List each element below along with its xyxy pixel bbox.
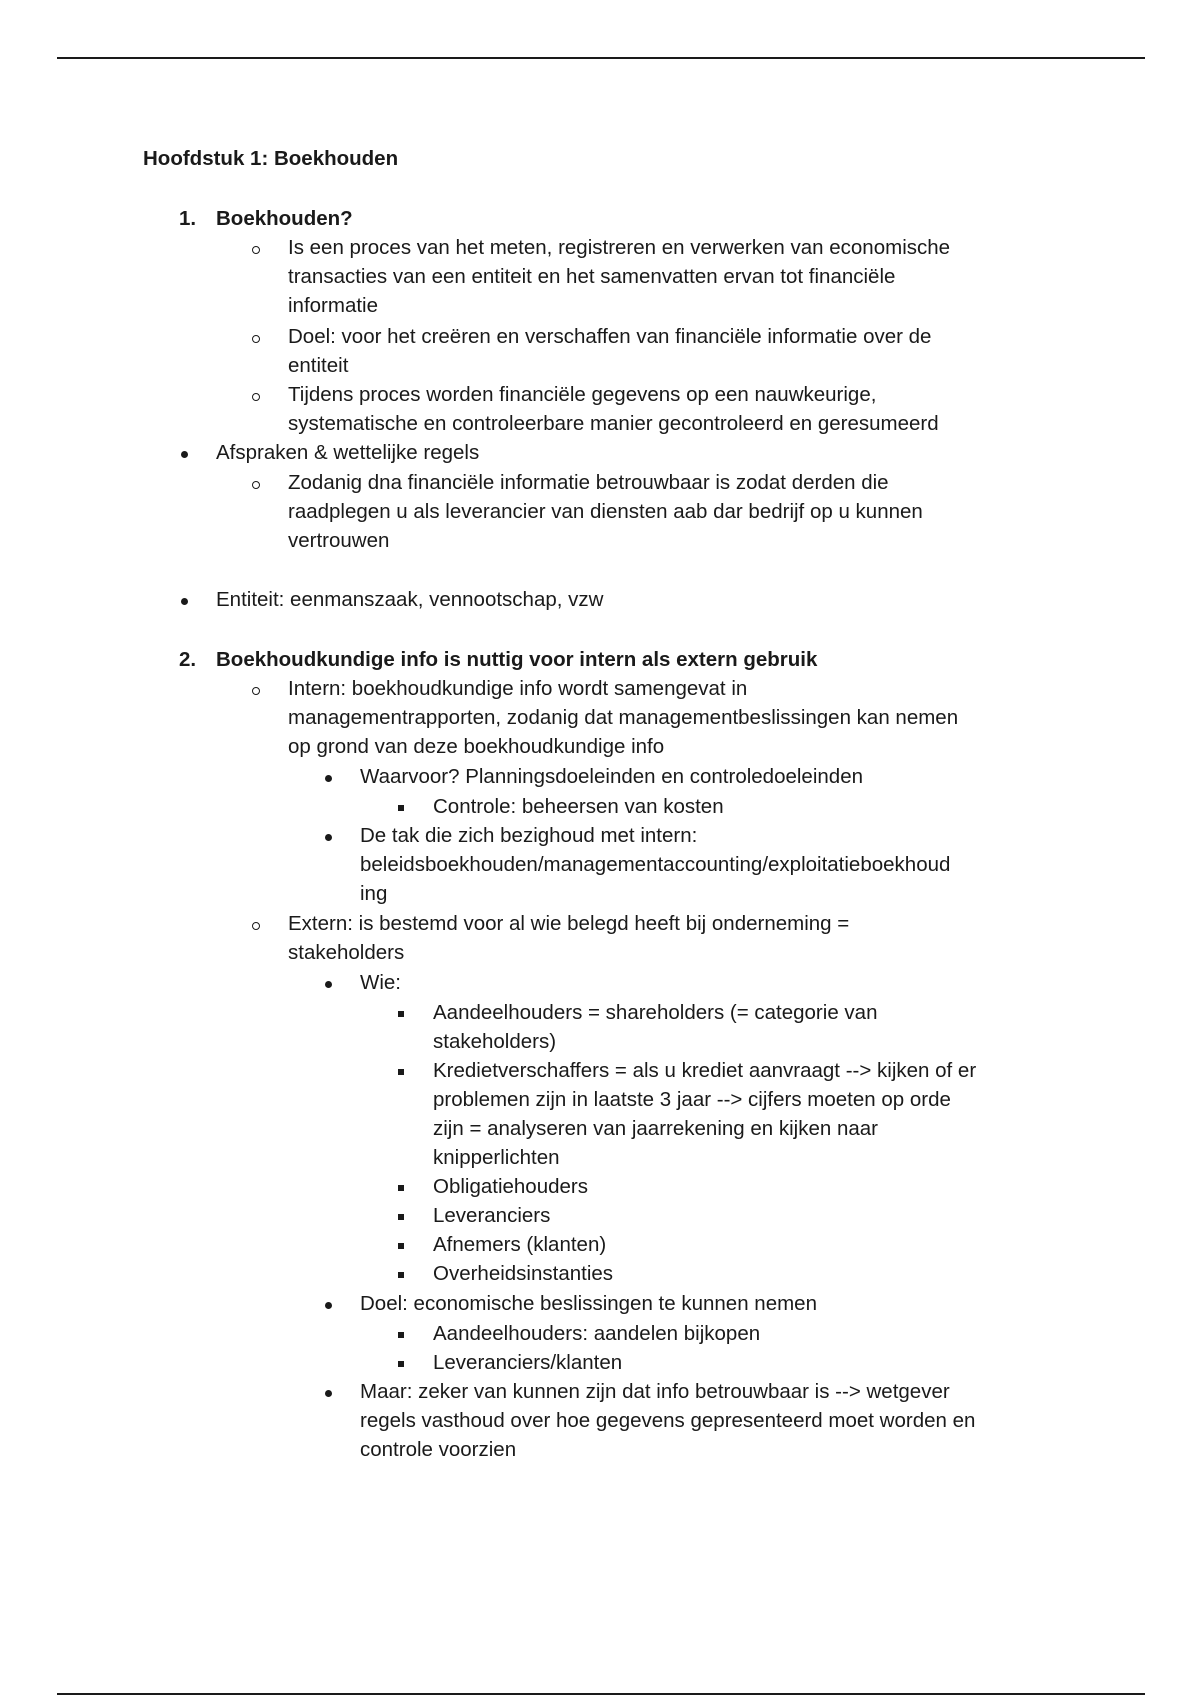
square-bullet-icon <box>398 1361 404 1367</box>
text-line: Leveranciers <box>433 1204 551 1227</box>
circle-bullet-icon <box>252 922 260 930</box>
text-line: Aandeelhouders: aandelen bijkopen <box>433 1322 761 1345</box>
text-line: Waarvoor? Planningsdoeleinden en controledoeleinden <box>360 765 863 788</box>
text-line: knipperlichten <box>433 1146 560 1169</box>
section-2-number: 2. <box>179 648 197 671</box>
text-line: De tak die zich bezighoud met intern: <box>360 824 698 847</box>
text-line: vertrouwen <box>288 529 390 552</box>
square-bullet-icon <box>398 1011 404 1017</box>
text-line: controle voorzien <box>360 1438 517 1461</box>
text-line: stakeholders) <box>433 1030 557 1053</box>
square-bullet-icon <box>398 1272 404 1278</box>
text-line: Afspraken & wettelijke regels <box>216 441 480 464</box>
text-line: Extern: is bestemd voor al wie belegd heeft bij onderneming = <box>288 912 850 935</box>
bullet-icon <box>325 1302 332 1309</box>
text-line: Maar: zeker van kunnen zijn dat info betrouwbaar is --> wetgever <box>360 1380 950 1403</box>
section-1-number: 1. <box>179 207 197 230</box>
text-line: Tijdens proces worden financiële gegevens op een nauwkeurige, <box>288 383 877 406</box>
circle-bullet-icon <box>252 393 260 401</box>
text-line: Aandeelhouders = shareholders (= categorie van <box>433 1001 878 1024</box>
circle-bullet-icon <box>252 481 260 489</box>
square-bullet-icon <box>398 1332 404 1338</box>
text-line: Overheidsinstanties <box>433 1262 614 1285</box>
text-line: Entiteit: eenmanszaak, vennootschap, vzw <box>216 588 604 611</box>
bullet-icon <box>181 451 188 458</box>
text-line: informatie <box>288 294 379 317</box>
text-line: raadplegen u als leverancier van diensten aab dar bedrijf op u kunnen <box>288 500 923 523</box>
square-bullet-icon <box>398 1069 404 1075</box>
text-line: Zodanig dna financiële informatie betrouwbaar is zodat derden die <box>288 471 889 494</box>
text-line: op grond van deze boekhoudkundige info <box>288 735 665 758</box>
text-line: entiteit <box>288 354 349 377</box>
text-line: Wie: <box>360 971 401 994</box>
page-title: Hoofdstuk 1: Boekhouden <box>143 147 399 170</box>
text-line: Afnemers (klanten) <box>433 1233 607 1256</box>
text-line: Doel: voor het creëren en verschaffen van financiële informatie over de <box>288 325 932 348</box>
text-line: ing <box>360 882 388 905</box>
text-line: problemen zijn in laatste 3 jaar --> cijfers moeten op orde <box>433 1088 951 1111</box>
text-line: Doel: economische beslissingen te kunnen nemen <box>360 1292 817 1315</box>
text-line: Obligatiehouders <box>433 1175 588 1198</box>
circle-bullet-icon <box>252 335 260 343</box>
text-line: Kredietverschaffers = als u krediet aanvraagt --> kijken of er <box>433 1059 977 1082</box>
square-bullet-icon <box>398 1185 404 1191</box>
square-bullet-icon <box>398 805 404 811</box>
text-line: managementrapporten, zodanig dat managementbeslissingen kan nemen <box>288 706 959 729</box>
section-1-heading: Boekhouden? <box>216 207 353 230</box>
text-line: transacties van een entiteit en het samenvatten ervan tot financiële <box>288 265 896 288</box>
header-rule <box>57 57 1145 59</box>
square-bullet-icon <box>398 1214 404 1220</box>
bullet-icon <box>325 1390 332 1397</box>
bullet-icon <box>325 775 332 782</box>
bullet-icon <box>325 981 332 988</box>
bullet-icon <box>325 834 332 841</box>
text-line: Intern: boekhoudkundige info wordt samengevat in <box>288 677 748 700</box>
section-2-heading: Boekhoudkundige info is nuttig voor intern als extern gebruik <box>216 648 818 671</box>
text-line: Leveranciers/klanten <box>433 1351 623 1374</box>
text-line: systematische en controleerbare manier gecontroleerd en geresumeerd <box>288 412 939 435</box>
text-line: beleidsboekhouden/managementaccounting/exploitatieboekhoud <box>360 853 951 876</box>
text-line: stakeholders <box>288 941 405 964</box>
text-line: Controle: beheersen van kosten <box>433 795 724 818</box>
text-line: zijn = analyseren van jaarrekening en kijken naar <box>433 1117 879 1140</box>
text-line: Is een proces van het meten, registreren en verwerken van economische <box>288 236 951 259</box>
circle-bullet-icon <box>252 246 260 254</box>
footer-rule <box>57 1693 1145 1695</box>
text-line: regels vasthoud over hoe gegevens gepresenteerd moet worden en <box>360 1409 976 1432</box>
square-bullet-icon <box>398 1243 404 1249</box>
bullet-icon <box>181 598 188 605</box>
circle-bullet-icon <box>252 687 260 695</box>
